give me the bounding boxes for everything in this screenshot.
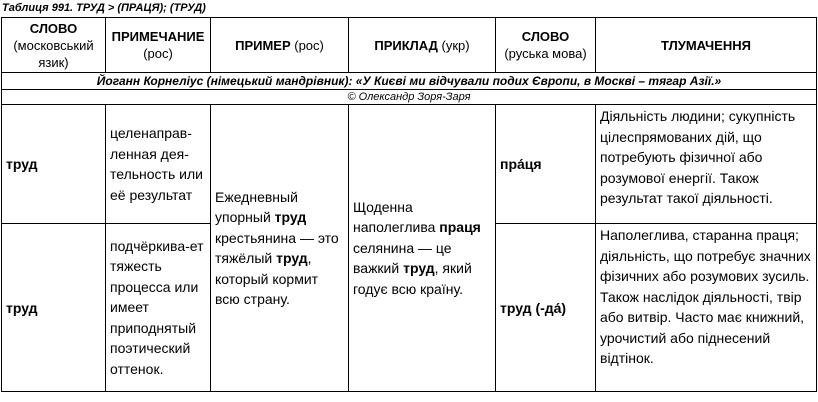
header-example-ru <box>211 18 349 73</box>
example-ru-bold-word: труд <box>274 209 307 225</box>
note-cell: целенаправ-ленная дея-тельность или её результат <box>106 105 211 224</box>
header-word-ua <box>496 18 596 73</box>
header-word-ua-main: СЛОВО <box>521 29 570 44</box>
table-row <box>2 105 817 224</box>
table-title: Таблиця 991. ТРУД > (ПРАЦЯ); (ТРУД) <box>2 2 206 14</box>
word-ua-cell: труд (-да́) <box>496 224 596 392</box>
header-example-ru-main: ПРИМЕР <box>235 37 291 53</box>
example-ru-cell <box>211 105 349 392</box>
dictionary-table <box>1 17 817 392</box>
example-ua-cell <box>349 105 496 392</box>
word-ua-cell: пра́ця <box>496 105 596 224</box>
header-example-ru-sub: (рос) <box>290 37 324 53</box>
example-ua-text: , який годує всю країну. <box>353 260 472 297</box>
header-meaning-main: ТЛУМАЧЕННЯ <box>661 37 751 53</box>
header-word-ru <box>2 18 106 73</box>
copyright-row <box>2 90 817 105</box>
header-note-sub: (рос) <box>143 46 173 61</box>
note-cell: подчёркива-ет тяжесть процесса или имеет приподнятый поэтический оттенок. <box>106 224 211 392</box>
header-meaning <box>596 18 817 73</box>
header-word-ru-main: СЛОВО <box>29 20 78 36</box>
example-ru-bold-word: труд <box>276 250 308 266</box>
header-word-ua-sub: (руська мова) <box>504 46 587 61</box>
header-example-ua-main: ПРИКЛАД <box>374 37 438 53</box>
example-ua-text: Щоденна наполеглива <box>353 198 440 236</box>
header-word-ru-sub: (московський язик) <box>13 37 94 70</box>
header-example-ua-sub: (укр) <box>437 37 470 53</box>
header-note <box>106 18 211 73</box>
meaning-cell: Наполеглива, старанна праця; діяльність, що потребує значних фізичних або розумових зусиль. Також наслідок діяльності, твір або витвір. Часто має книжний, урочистий або піднесений відтінок. <box>596 224 817 392</box>
example-ua-bold-word: праця <box>439 219 481 236</box>
example-ru-text: Ежедневный упорный <box>215 188 298 225</box>
header-note-main: ПРИМЕЧАНИЕ <box>111 29 205 44</box>
example-ua-text: селянина — це важкий <box>353 239 452 277</box>
header-example-ua <box>349 18 496 73</box>
quote-row <box>2 73 817 90</box>
word-ru-cell: труд <box>2 224 106 392</box>
header-row <box>2 18 817 73</box>
copyright-cell: © Олександр Зоря-Заря <box>2 90 817 105</box>
quote-cell: Йоганн Корнеліус (німецький мандрівник): «У Києві ми відчували подих Європи, в Москві – тягар Азії.» <box>2 73 817 90</box>
example-ua-bold-word: труд <box>403 260 435 277</box>
word-ru-cell: труд <box>2 105 106 224</box>
example-ru-text: крестьянина — это тяжёлый <box>215 229 339 266</box>
example-ru-text: , который кормит всю страну. <box>215 250 319 307</box>
meaning-cell: Діяльність людини; сукупність цілеспрямованих дій, що потребують фізичної або розумової енергії. Також результат такої діяльності. <box>596 105 817 224</box>
